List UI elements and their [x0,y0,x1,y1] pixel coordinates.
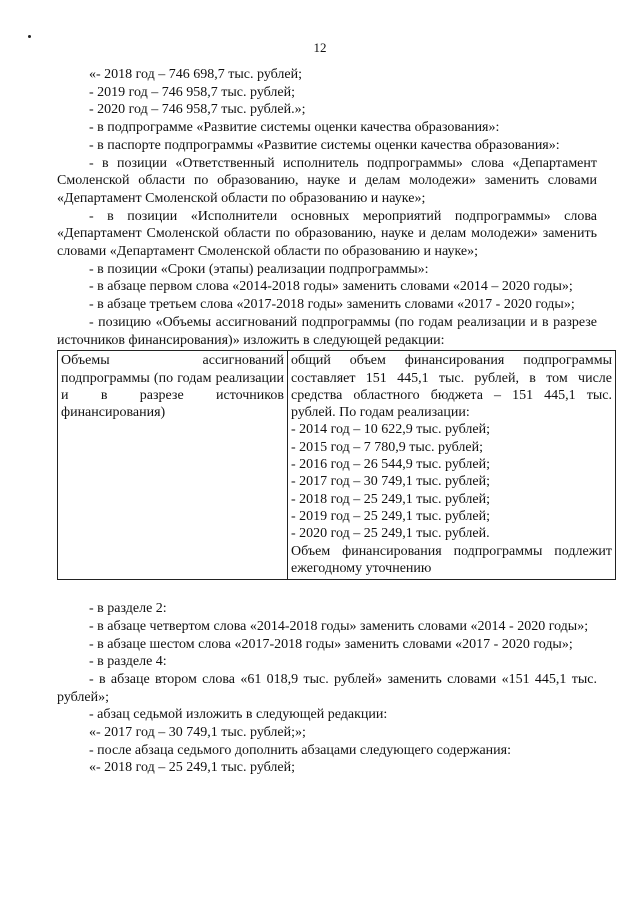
paragraph: - в паспорте подпрограммы «Развитие системы оценки качества образования»: [89,137,560,153]
scan-speck [28,35,31,38]
paragraph: «- 2017 год – 30 749,1 тыс. рублей;»; [89,725,306,741]
paragraph: - в абзаце третьем слова «2017-2018 годы» заменить словами «2017 - 2020 годы»; [89,297,575,313]
table-cell-label: Объемы ассигнований подпрограммы (по годам реализации и в разрезе источников финансирования) [58,351,288,580]
paragraph: - после абзаца седьмого дополнить абзацами следующего содержания: [89,742,511,758]
paragraph: «- 2018 год – 746 698,7 тыс. рублей; [89,67,303,82]
paragraph: - в абзаце шестом слова «2017-2018 годы» заменить словами «2017 - 2020 годы»; [89,636,573,652]
paragraph: «- 2018 год – 25 249,1 тыс. рублей; [89,760,296,776]
funding-intro: общий объем финансирования подпрограммы составляет 151 445,1 тыс. рублей, в том числе средства областного бюджета – 151 445,1 тыс. рублей. По годам реализации: [291,353,612,421]
paragraph: - в позиции «Ответственный исполнитель подпрограммы» слова «Департамент Смоленской области по образованию, науке и делам молодежи» заменить словами «Департамент Смоленской области по образованию и науке»; [57,155,597,206]
funding-year: - 2014 год – 10 622,9 тыс. рублей; [291,422,491,438]
funding-outro: Объем финансирования подпрограммы подлежит ежегодному уточнению [291,543,612,576]
funding-table [57,350,616,580]
paragraph: - в позиции «Исполнители основных мероприятий подпрограммы» слова «Департамент Смоленской области по образованию, науке и делам молодежи» заменить словами «Департамент Смоленской области по образованию и науке»; [57,208,597,260]
paragraph: - позицию «Объемы ассигнований подпрограммы (по годам реализации и в разрезе источников финансирования)» изложить в следующей редакции: [57,314,597,348]
paragraph: - абзац седьмой изложить в следующей редакции: [89,707,388,723]
paragraph: - в абзаце втором слова «61 018,9 тыс. рублей» заменить словами «151 445,1 тыс. рублей»; [57,671,597,705]
paragraph: - в абзаце четвертом слова «2014-2018 годы» заменить словами «2014 - 2020 годы»; [89,618,589,634]
table-row [58,351,616,580]
spacer [57,580,597,600]
funding-year: - 2019 год – 25 249,1 тыс. рублей; [291,508,491,524]
funding-year: - 2016 год – 26 544,9 тыс. рублей; [291,457,491,473]
table-cell-value [288,351,616,580]
funding-year: - 2018 год – 25 249,1 тыс. рублей; [291,491,491,507]
funding-year: - 2015 год – 7 780,9 тыс. рублей; [291,439,484,455]
paragraph: - 2020 год – 746 958,7 тыс. рублей.»; [89,102,306,118]
funding-year: - 2020 год – 25 249,1 тыс. рублей. [291,526,490,542]
paragraph: - в подпрограмме «Развитие системы оценки качества образования»: [89,120,500,136]
paragraph: - в абзаце первом слова «2014-2018 годы» заменить словами «2014 – 2020 годы»; [89,279,573,295]
paragraph: - в разделе 4: [89,654,167,670]
paragraph: - 2019 год – 746 958,7 тыс. рублей; [89,84,296,100]
paragraph: - в позиции «Сроки (этапы) реализации подпрограммы»: [89,261,429,277]
document-body [57,66,612,777]
funding-year: - 2017 год – 30 749,1 тыс. рублей; [291,474,491,490]
page-number: 12 [313,40,327,55]
paragraph: - в разделе 2: [89,601,167,617]
